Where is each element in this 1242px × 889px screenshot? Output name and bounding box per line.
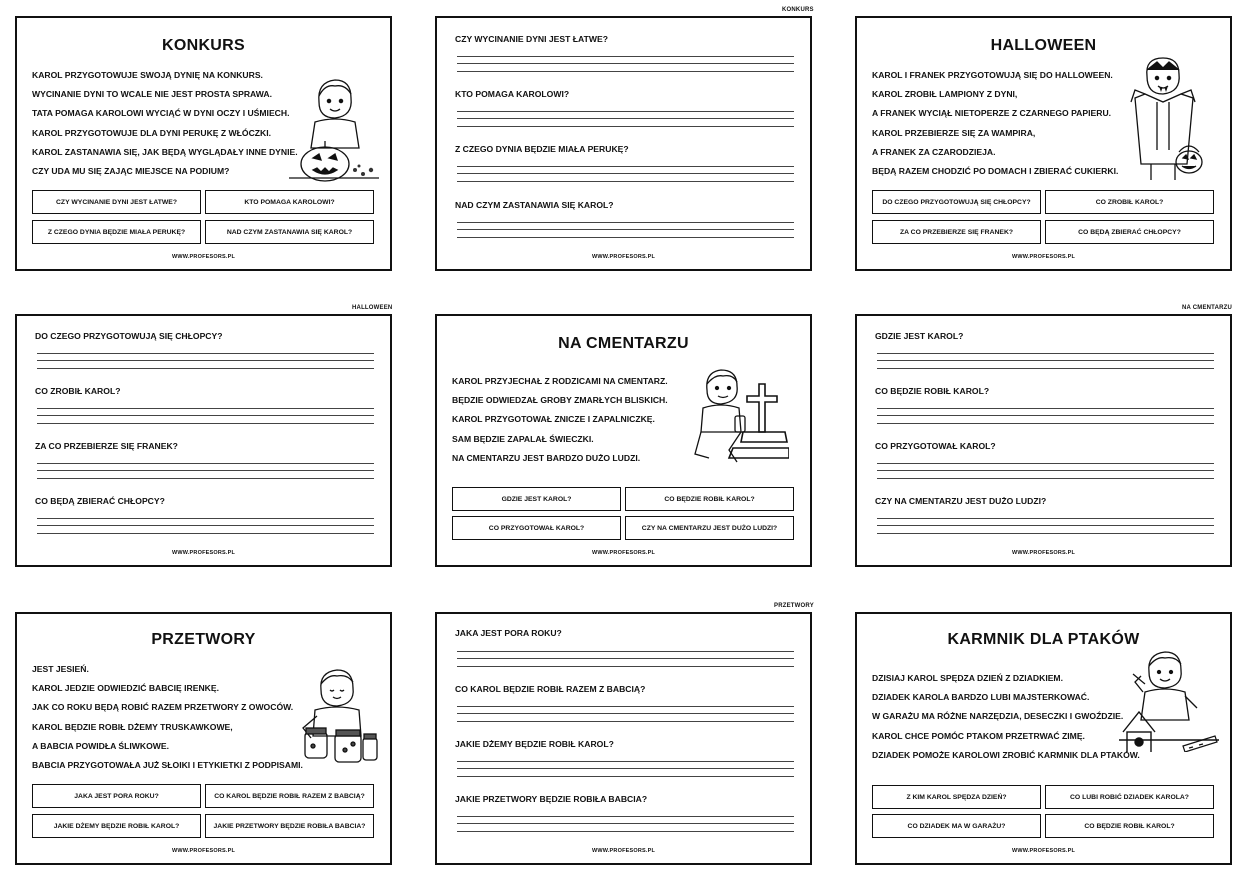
boy-building-birdhouse-illustration: [1119, 648, 1219, 752]
answer-line: [877, 360, 1214, 361]
footer-website: WWW.PROFESORS.PL: [1011, 848, 1076, 854]
question-text: JAKA JEST PORA ROKU?: [455, 628, 562, 638]
boy-vampire-costume-illustration: [1127, 54, 1207, 182]
question-text: DO CZEGO PRZYGOTOWUJĄ SIĘ CHŁOPCY?: [35, 331, 223, 341]
card-konkurs-answers: [435, 16, 812, 271]
question-text: NAD CZYM ZASTANAWIA SIĘ KAROL?: [455, 200, 614, 210]
boy-making-jam-illustration: [297, 666, 379, 766]
story-line: KAROL ZROBIŁ LAMPIONY Z DYNI,: [872, 89, 1018, 100]
card-konkurs: [15, 16, 392, 271]
answer-line: [37, 408, 374, 409]
answer-line: [457, 118, 794, 119]
boy-carving-pumpkin-illustration: [289, 74, 379, 186]
answer-line: [457, 768, 794, 769]
answer-line: [457, 658, 794, 659]
story-line: KAROL PRZYGOTOWAŁ ZNICZE I ZAPALNICZKĘ.: [452, 414, 655, 425]
card-na-cmentarzu: [435, 314, 812, 567]
story-line: A FRANEK WYCIĄŁ NIETOPERZE Z CZARNEGO PAPIERU.: [872, 108, 1112, 119]
story-line: KAROL BĘDZIE ROBIŁ DŻEMY TRUSKAWKOWE,: [32, 721, 233, 732]
answer-line: [37, 415, 374, 416]
question-button[interactable]: CO LUBI ROBIĆ DZIADEK KAROLA?: [1045, 785, 1214, 809]
footer-website: WWW.PROFESORS.PL: [1011, 550, 1076, 556]
answer-line: [877, 470, 1214, 471]
answer-line: [457, 126, 794, 127]
footer-website: WWW.PROFESORS.PL: [591, 254, 656, 260]
answer-line: [457, 237, 794, 238]
question-button[interactable]: GDZIE JEST KAROL?: [452, 487, 621, 511]
answer-line: [37, 423, 374, 424]
question-text: Z CZEGO DYNIA BĘDZIE MIAŁA PERUKĘ?: [455, 144, 629, 154]
question-button[interactable]: NAD CZYM ZASTANAWIA SIĘ KAROL?: [205, 220, 374, 244]
answer-line: [877, 518, 1214, 519]
story-line: KAROL PRZYJECHAŁ Z RODZICAMI NA CMENTARZ.: [452, 376, 668, 386]
answer-line: [457, 816, 794, 817]
answer-line: [457, 181, 794, 182]
answer-line: [37, 353, 374, 354]
story-line: DZISIAJ KAROL SPĘDZA DZIEŃ Z DZIADKIEM.: [872, 673, 1063, 683]
footer-website: WWW.PROFESORS.PL: [171, 848, 236, 854]
answer-line: [457, 173, 794, 174]
story-line: KAROL JEDZIE ODWIEDZIĆ BABCIĘ IRENKĘ.: [32, 683, 220, 694]
footer-website: WWW.PROFESORS.PL: [171, 254, 236, 260]
answer-line: [877, 368, 1214, 369]
story-line: KAROL I FRANEK PRZYGOTOWUJĄ SIĘ DO HALLOWEEN.: [872, 70, 1113, 80]
answer-line: [457, 776, 794, 777]
story-line: KAROL CHCE POMÓC PTAKOM PRZETRWAĆ ZIMĘ.: [872, 730, 1085, 741]
answer-line: [877, 525, 1214, 526]
question-button[interactable]: JAKIE PRZETWORY BĘDZIE ROBIŁA BABCIA?: [205, 814, 374, 838]
question-button[interactable]: Z KIM KAROL SPĘDZA DZIEŃ?: [872, 785, 1041, 809]
answer-line: [877, 533, 1214, 534]
card-top-label: KONKURS: [782, 7, 814, 13]
story-line: KAROL PRZEBIERZE SIĘ ZA WAMPIRA,: [872, 127, 1036, 138]
answer-line: [457, 56, 794, 57]
story-line: BABCIA PRZYGOTOWAŁA JUŻ SŁOIKI I ETYKIETKI Z PODPISAMI.: [32, 759, 303, 770]
question-text: CZY WYCINANIE DYNI JEST ŁATWE?: [455, 34, 608, 44]
story-line: SAM BĘDZIE ZAPALAŁ ŚWIECZKI.: [452, 433, 594, 444]
story-line: TATA POMAGA KAROLOWI WYCIĄĆ W DYNI OCZY I UŚMIECH.: [32, 108, 290, 119]
question-button[interactable]: CO BĘDZIE ROBIŁ KAROL?: [1045, 814, 1214, 838]
answer-line: [877, 478, 1214, 479]
answer-line: [457, 229, 794, 230]
question-button[interactable]: KTO POMAGA KAROLOWI?: [205, 190, 374, 214]
footer-website: WWW.PROFESORS.PL: [171, 550, 236, 556]
card-title: PRZETWORY: [151, 631, 256, 648]
card-na-cmentarzu-answers: [855, 314, 1232, 567]
story-line: CZY UDA MU SIĘ ZAJĄC MIEJSCE NA PODIUM?: [32, 165, 230, 176]
card-title: KARMNIK DLA PTAKÓW: [947, 631, 1140, 648]
footer-website: WWW.PROFESORS.PL: [1011, 254, 1076, 260]
question-button[interactable]: CO BĘDĄ ZBIERAĆ CHŁOPCY?: [1045, 220, 1214, 244]
answer-line: [457, 721, 794, 722]
question-button[interactable]: Z CZEGO DYNIA BĘDZIE MIAŁA PERUKĘ?: [32, 220, 201, 244]
story-line: KAROL PRZYGOTOWUJE SWOJĄ DYNIĘ NA KONKURS.: [32, 70, 263, 80]
answer-line: [37, 533, 374, 534]
story-text: [872, 669, 1140, 765]
story-line: BĘDĄ RAZEM CHODZIĆ PO DOMACH I ZBIERAĆ CUKIERKI.: [872, 165, 1119, 176]
question-button[interactable]: JAKA JEST PORA ROKU?: [32, 784, 201, 808]
answer-line: [457, 761, 794, 762]
answer-line: [877, 408, 1214, 409]
story-line: A BABCIA POWIDŁA ŚLIWKOWE.: [32, 740, 170, 751]
question-text: KTO POMAGA KAROLOWI?: [455, 89, 570, 99]
story-line: DZIADEK POMOŻE KAROLOWI ZROBIĆ KARMNIK DLA PTAKÓW.: [872, 749, 1140, 760]
question-text: CO BĘDZIE ROBIŁ KAROL?: [875, 386, 990, 396]
boy-at-grave-illustration: [689, 366, 789, 470]
answer-line: [877, 463, 1214, 464]
story-text: [452, 372, 668, 468]
question-text: GDZIE JEST KAROL?: [875, 331, 964, 341]
question-button[interactable]: DO CZEGO PRZYGOTOWUJĄ SIĘ CHŁOPCY?: [872, 190, 1041, 214]
answer-line: [457, 222, 794, 223]
question-button[interactable]: ZA CO PRZEBIERZE SIĘ FRANEK?: [872, 220, 1041, 244]
answer-line: [457, 63, 794, 64]
story-line: BĘDZIE ODWIEDZAŁ GROBY ZMARŁYCH BLISKICH.: [452, 395, 668, 406]
card-top-label: NA CMENTARZU: [1182, 305, 1233, 311]
question-button[interactable]: JAKIE DŻEMY BĘDZIE ROBIŁ KAROL?: [32, 814, 201, 838]
answer-line: [37, 525, 374, 526]
card-title: NA CMENTARZU: [558, 335, 689, 352]
answer-line: [457, 666, 794, 667]
question-text: CO KAROL BĘDZIE ROBIŁ RAZEM Z BABCIĄ?: [455, 684, 646, 694]
card-top-label: PRZETWORY: [774, 603, 814, 609]
question-button[interactable]: CZY NA CMENTARZU JEST DUŻO LUDZI?: [625, 516, 794, 540]
card-title: HALLOWEEN: [990, 37, 1097, 54]
question-text: JAKIE PRZETWORY BĘDZIE ROBIŁA BABCIA?: [455, 794, 648, 804]
footer-website: WWW.PROFESORS.PL: [591, 848, 656, 854]
story-line: W GARAŻU MA RÓŻNE NARZĘDZIA, DESECZKI I GWOŹDZIE.: [872, 711, 1124, 722]
question-text: CO ZROBIŁ KAROL?: [35, 386, 121, 396]
card-title: KONKURS: [162, 37, 245, 54]
answer-line: [457, 71, 794, 72]
answer-line: [457, 166, 794, 167]
question-button[interactable]: CO KAROL BĘDZIE ROBIŁ RAZEM Z BABCIĄ?: [205, 784, 374, 808]
story-line: WYCINANIE DYNI TO WCALE NIE JEST PROSTA SPRAWA.: [32, 89, 273, 100]
answer-line: [457, 111, 794, 112]
answer-line: [877, 353, 1214, 354]
story-text: [872, 66, 1118, 181]
story-line: KAROL ZASTANAWIA SIĘ, JAK BĘDĄ WYGLĄDAŁY INNE DYNIE.: [32, 146, 298, 157]
story-line: JEST JESIEŃ.: [32, 664, 89, 674]
card-przetwory-answers: [435, 612, 812, 865]
story-line: NA CMENTARZU JEST BARDZO DUŻO LUDZI.: [452, 452, 641, 463]
answer-line: [877, 415, 1214, 416]
answer-line: [37, 368, 374, 369]
question-button[interactable]: CO ZROBIŁ KAROL?: [1045, 190, 1214, 214]
card-halloween: [855, 16, 1232, 271]
question-text: JAKIE DŻEMY BĘDZIE ROBIŁ KAROL?: [455, 739, 614, 749]
story-line: DZIADEK KAROLA BARDZO LUBI MAJSTERKOWAĆ.: [872, 692, 1090, 703]
answer-line: [457, 706, 794, 707]
question-button[interactable]: CZY WYCINANIE DYNI JEST ŁATWE?: [32, 190, 201, 214]
card-top-label: HALLOWEEN: [352, 305, 393, 311]
answer-line: [457, 831, 794, 832]
question-text: ZA CO PRZEBIERZE SIĘ FRANEK?: [35, 441, 178, 451]
answer-line: [37, 478, 374, 479]
question-text: CO PRZYGOTOWAŁ KAROL?: [875, 441, 996, 451]
card-karmnik-dla-ptakow: [855, 612, 1232, 865]
footer-website: WWW.PROFESORS.PL: [591, 550, 656, 556]
answer-line: [37, 463, 374, 464]
card-halloween-answers: [15, 314, 392, 567]
story-text: [32, 660, 303, 775]
story-text: [32, 66, 298, 181]
answer-line: [457, 823, 794, 824]
question-text: CZY NA CMENTARZU JEST DUŻO LUDZI?: [875, 496, 1047, 506]
question-text: CO BĘDĄ ZBIERAĆ CHŁOPCY?: [35, 496, 165, 506]
answer-line: [37, 470, 374, 471]
answer-line: [877, 423, 1214, 424]
question-button[interactable]: CO BĘDZIE ROBIŁ KAROL?: [625, 487, 794, 511]
answer-line: [457, 651, 794, 652]
story-line: JAK CO ROKU BĘDĄ ROBIĆ RAZEM PRZETWORY Z OWOCÓW.: [32, 702, 294, 713]
answer-line: [457, 713, 794, 714]
story-line: KAROL PRZYGOTOWUJE DLA DYNI PERUKĘ Z WŁÓCZKI.: [32, 127, 272, 138]
story-line: A FRANEK ZA CZARODZIEJA.: [872, 146, 996, 157]
answer-line: [37, 360, 374, 361]
question-button[interactable]: CO DZIADEK MA W GARAŻU?: [872, 814, 1041, 838]
question-button[interactable]: CO PRZYGOTOWAŁ KAROL?: [452, 516, 621, 540]
answer-line: [37, 518, 374, 519]
card-przetwory: [15, 612, 392, 865]
